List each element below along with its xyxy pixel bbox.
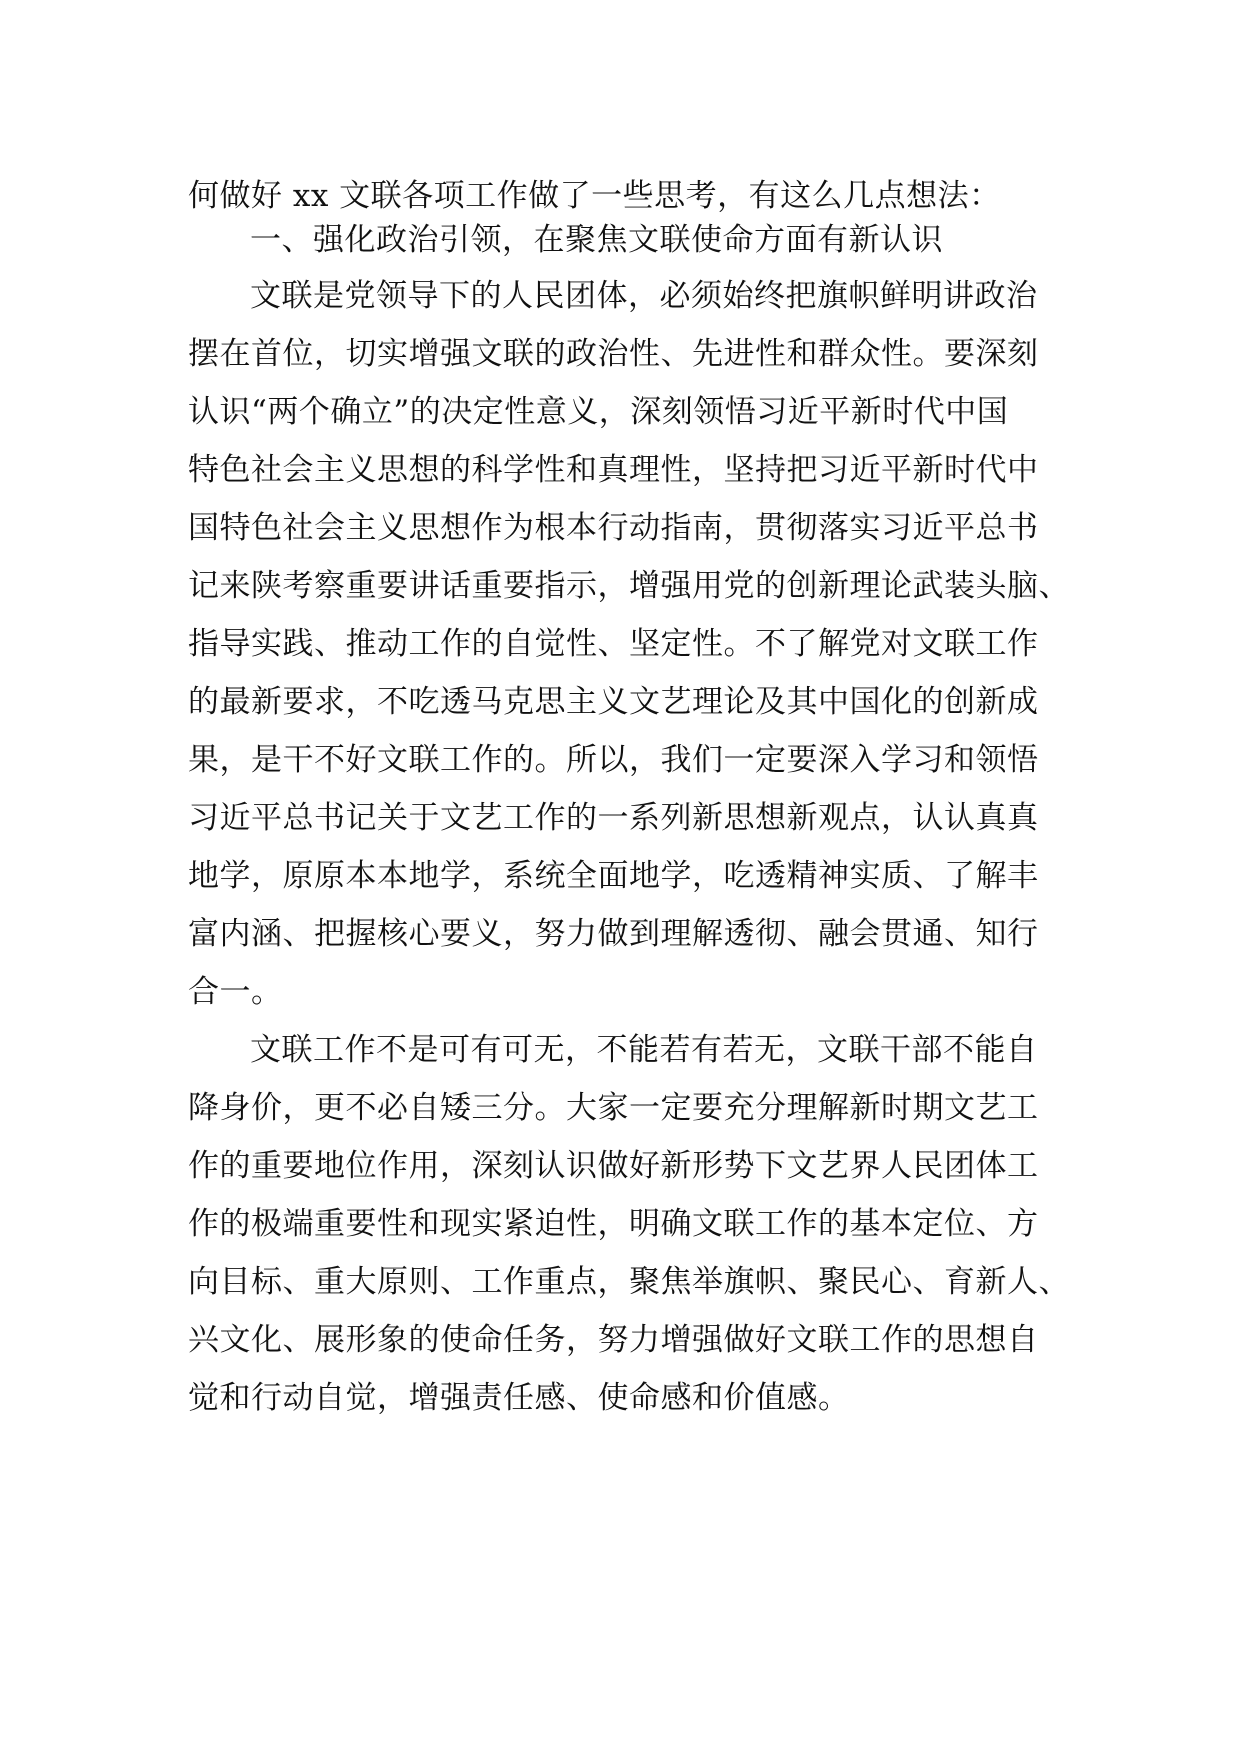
text-line: 国特色社会主义思想作为根本行动指南，贯彻落实习近平总书 — [188, 510, 1039, 546]
text-line: 认识“两个确立”的决定性意义，深刻领悟习近平新时代中国 — [188, 394, 1009, 430]
text-line: 习近平总书记关于文艺工作的一系列新思想新观点，认认真真 — [188, 800, 1039, 836]
text-line: 作的重要地位作用，深刻认识做好新形势下文艺界人民团体工 — [188, 1148, 1039, 1184]
text-line: 合一。 — [188, 974, 283, 1010]
text-line: 向目标、重大原则、工作重点，聚焦举旗帜、聚民心、育新人、 — [188, 1264, 1070, 1300]
text-line: 果，是干不好文联工作的。所以，我们一定要深入学习和领悟 — [188, 742, 1039, 778]
text-line: 记来陕考察重要讲话重要指示，增强用党的创新理论武装头脑、 — [188, 568, 1070, 604]
text-line: 的最新要求，不吃透马克思主义文艺理论及其中国化的创新成 — [188, 684, 1039, 720]
section-heading: 一、强化政治引领，在聚焦文联使命方面有新认识 — [250, 222, 943, 258]
text-line: 富内涵、把握核心要义，努力做到理解透彻、融会贯通、知行 — [188, 916, 1039, 952]
text-line: 兴文化、展形象的使命任务，努力增强做好文联工作的思想自 — [188, 1322, 1039, 1358]
text-line: 降身价，更不必自矮三分。大家一定要充分理解新时期文艺工 — [188, 1090, 1039, 1126]
text-line: 文联是党领导下的人民团体，必须始终把旗帜鲜明讲政治 — [250, 278, 1038, 314]
text-line: 摆在首位，切实增强文联的政治性、先进性和群众性。要深刻 — [188, 336, 1039, 372]
text-line: 地学，原原本本地学，系统全面地学，吃透精神实质、了解丰 — [188, 858, 1039, 894]
text-line: 何做好 xx 文联各项工作做了一些思考，有这么几点想法： — [188, 178, 1001, 214]
text-line: 文联工作不是可有可无，不能若有若无，文联干部不能自 — [250, 1032, 1038, 1068]
text-line: 指导实践、推动工作的自觉性、坚定性。不了解党对文联工作 — [188, 626, 1039, 662]
text-line: 特色社会主义思想的科学性和真理性，坚持把习近平新时代中 — [188, 452, 1039, 488]
text-line: 觉和行动自觉，增强责任感、使命感和价值感。 — [188, 1380, 850, 1416]
text-line: 作的极端重要性和现实紧迫性，明确文联工作的基本定位、方 — [188, 1206, 1039, 1242]
